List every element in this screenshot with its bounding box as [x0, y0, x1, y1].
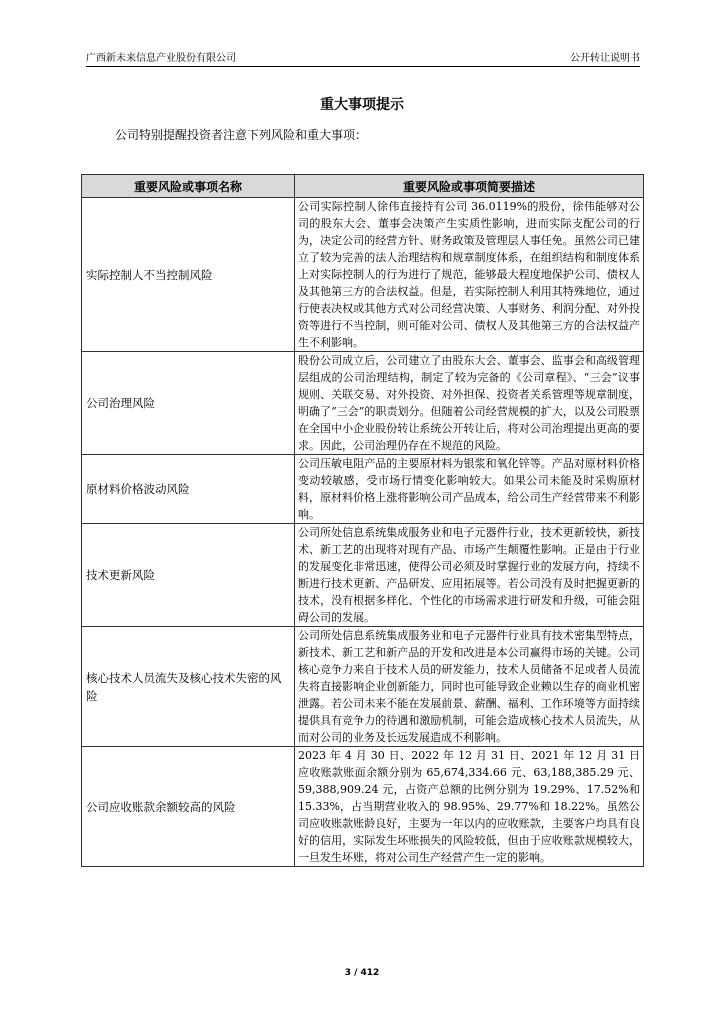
risk-name-cell: 原材料价格波动风险 [82, 455, 295, 524]
table-row [82, 352, 644, 455]
risk-name-cell: 核心技术人员流失及核心技术失密的风险 [82, 627, 295, 747]
header-document-type: 公开转让说明书 [570, 53, 640, 64]
header-company-name: 广西新未来信息产业股份有限公司 [86, 53, 236, 64]
page-header [86, 52, 640, 67]
risk-description-cell: 公司所处信息系统集成服务业和电子元器件行业，技术更新较快，新技术、新工艺的出现将对现有产品、市场产生颠覆性影响。正是由于行业的发展变化非常迅速，使得公司必须及时掌握行业的发展方向，持续不断进行技术更新、产品研发、应用拓展等。若公司没有及时把握更新的技术，没有根据多样化、个性化的市场需求进行研发和升级，可能会阻碍公司的发展。 [295, 524, 644, 627]
table-row [82, 747, 644, 867]
table-row [82, 455, 644, 524]
column-header-risk-description: 重要风险或事项简要描述 [295, 175, 644, 198]
column-header-risk-name: 重要风险或事项名称 [82, 175, 295, 198]
risk-description-cell: 2023 年 4 月 30 日、2022 年 12 月 31 日、2021 年 12 月 31 日应收账款账面余额分别为 65,674,334.66 元、63,188,385.29 元、59,388,909.24 元，占资产总额的比例分别为 19.29%、17.52%和 15.33%，占当期营业收入的 98.95%、29.77%和 18.22%。虽然公司应收账款账龄良好，主要为一年以内的应收账款，主要客户均具有良好的信用，实际发生坏账损失的风险较低，但由于应收账款规模较大，一旦发生坏账，将对公司生产经营产生一定的影响。 [295, 747, 644, 867]
table-row [82, 198, 644, 352]
risk-description-cell: 公司实际控制人徐伟直接持有公司 36.0119%的股份，徐伟能够对公司的股东大会、董事会决策产生实质性影响，进而实际支配公司的行为，决定公司的经营方针、财务政策及管理层人事任免。虽然公司已建立了较为完善的法人治理结构和规章制度体系，在组织结构和制度体系上对实际控制人的行为进行了规范，能够最大程度地保护公司、债权人及其他第三方的合法权益。但是，若实际控制人利用其特殊地位，通过行使表决权或其他方式对公司经营决策、人事财务、利润分配、对外投资等进行不当控制，则可能对公司、债权人及其他第三方的合法权益产生不利影响。 [295, 198, 644, 352]
risk-name-cell: 技术更新风险 [82, 524, 295, 627]
table-row [82, 524, 644, 627]
page-title: 重大事项提示 [320, 97, 404, 113]
risk-description-cell: 股份公司成立后，公司建立了由股东大会、董事会、监事会和高级管理层组成的公司治理结构，制定了较为完备的《公司章程》、“三会”议事规则、关联交易、对外投资、对外担保、投资者关系管理等规章制度，明确了“三会”的职责划分。但随着公司经营规模的扩大，以及公司股票在全国中小企业股份转让系统公开转让后，将对公司治理提出更高的要求。因此，公司治理仍存在不规范的风险。 [295, 352, 644, 455]
risk-description-cell: 公司压敏电阻产品的主要原材料为银浆和氧化锌等。产品对原材料价格变动较敏感，受市场行情变化影响较大。如果公司未能及时采购原材料，原材料价格上涨将影响公司产品成本，给公司生产经营带来不利影响。 [295, 455, 644, 524]
intro-paragraph: 公司特别提醒投资者注意下列风险和重大事项： [115, 128, 368, 142]
risk-name-cell: 实际控制人不当控制风险 [82, 198, 295, 352]
risk-description-cell: 公司所处信息系统集成服务业和电子元器件行业具有技术密集型特点，新技术、新工艺和新产品的开发和改进是本公司赢得市场的关键。公司核心竞争力来自于技术人员的研发能力，技术人员储备不足或者人员流失将直接影响企业创新能力，同时也可能导致企业赖以生存的商业机密泄露。若公司未来不能在发展前景、薪酬、福利、工作环境等方面持续提供具有竞争力的待遇和激励机制，可能会造成核心技术人员流失，从而对公司的业务及长远发展造成不利影响。 [295, 627, 644, 747]
risk-name-cell: 公司应收账款余额较高的风险 [82, 747, 295, 867]
table-row [82, 627, 644, 747]
page-number: 3 / 412 [344, 968, 380, 978]
table-header-row [82, 175, 644, 198]
risk-table [81, 174, 644, 867]
risk-name-cell: 公司治理风险 [82, 352, 295, 455]
